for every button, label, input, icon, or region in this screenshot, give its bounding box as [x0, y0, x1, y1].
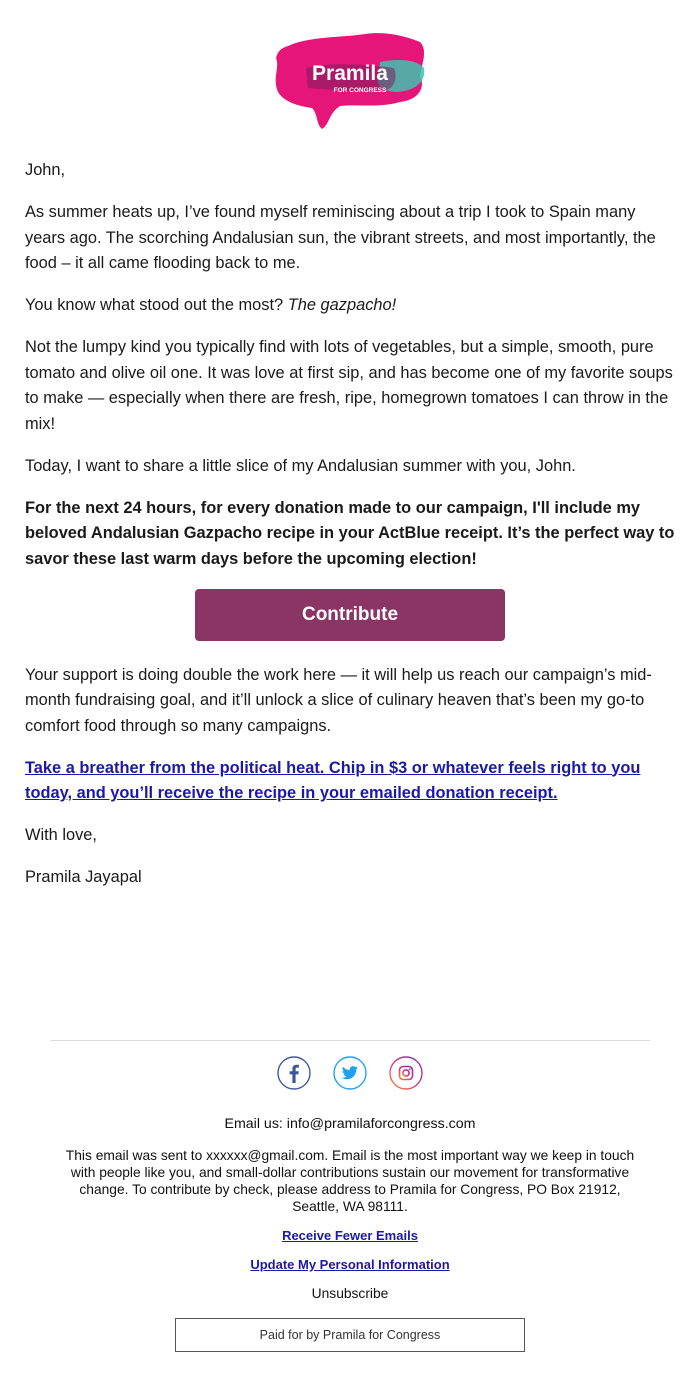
facebook-icon — [277, 1056, 311, 1090]
contact-email: Email us: info@pramilaforcongress.com — [224, 1116, 476, 1132]
signature: Pramila Jayapal — [25, 868, 142, 886]
email-body — [25, 158, 675, 907]
paragraph-gazpacho — [25, 293, 675, 319]
donate-link[interactable]: Take a breather from the political heat. Chip in $3 or whatever feels right to you today, and you’ll receive the recipe in your emailed donation receipt. — [25, 758, 641, 802]
facebook-link[interactable] — [277, 1056, 311, 1090]
gazpacho-emphasis: The gazpacho! — [287, 296, 397, 314]
signoff: With love, — [25, 826, 97, 844]
paragraph-intro: As summer heats up, I’ve found myself reminiscing about a trip I took to Spain many years ago. The scorching Andalusian sun, the vibrant streets, and most importantly, the food – it all came flooding back to me. — [25, 203, 656, 272]
instagram-link[interactable] — [389, 1056, 423, 1090]
contribute-button[interactable]: Contribute — [195, 589, 505, 641]
paragraph-soup: Not the lumpy kind you typically find with lots of vegetables, but a simple, smooth, pure tomato and olive oil one. It was love at first sip, and has become one of my favorite soups to make — especially when there are fresh, ripe, homegrown tomatoes I can throw in the mix! — [25, 338, 673, 433]
greeting: John, — [25, 161, 66, 179]
unsubscribe-link[interactable]: Unsubscribe — [311, 1286, 389, 1301]
twitter-icon — [333, 1056, 367, 1090]
logo-tagline: FOR CONGRESS — [333, 87, 387, 94]
paragraph-share: Today, I want to share a little slice of my Andalusian summer with you, John. — [25, 456, 576, 475]
receive-fewer-emails-link[interactable]: Receive Fewer Emails — [282, 1228, 418, 1243]
twitter-link[interactable] — [333, 1056, 367, 1090]
instagram-icon — [389, 1056, 423, 1090]
update-info-link[interactable]: Update My Personal Information — [250, 1257, 450, 1272]
disclaimer: This email was sent to xxxxxx@gmail.com. Email is the most important way we keep in touch with people like you, and small-dollar contributions sustain our movement for transformative change. To contribute by check, please address to Pramila for Congress, PO Box 21912, Seattle, WA 98111. — [65, 1148, 635, 1214]
campaign-logo — [270, 28, 430, 133]
social-links — [0, 1056, 700, 1090]
paid-for-disclaimer: Paid for by Pramila for Congress — [175, 1318, 525, 1352]
paragraph-gazpacho-lead: You know what stood out the most? — [25, 296, 288, 314]
logo-name: Pramila — [312, 62, 388, 85]
paragraph-offer: For the next 24 hours, for every donation made to our campaign, I'll include my beloved Andalusian Gazpacho recipe in your ActBlue receipt. It’s the perfect way to savor these last warm days before the upcoming election! — [25, 498, 675, 568]
paragraph-support: Your support is doing double the work here — it will help us reach our campaign’s mid-month fundraising goal, and it’ll unlock a slice of culinary heaven that’s been my go-to comfort food through so many campaigns. — [25, 665, 652, 735]
cta-container — [25, 589, 675, 641]
footer-divider — [50, 1040, 650, 1041]
email-footer — [60, 1116, 640, 1314]
